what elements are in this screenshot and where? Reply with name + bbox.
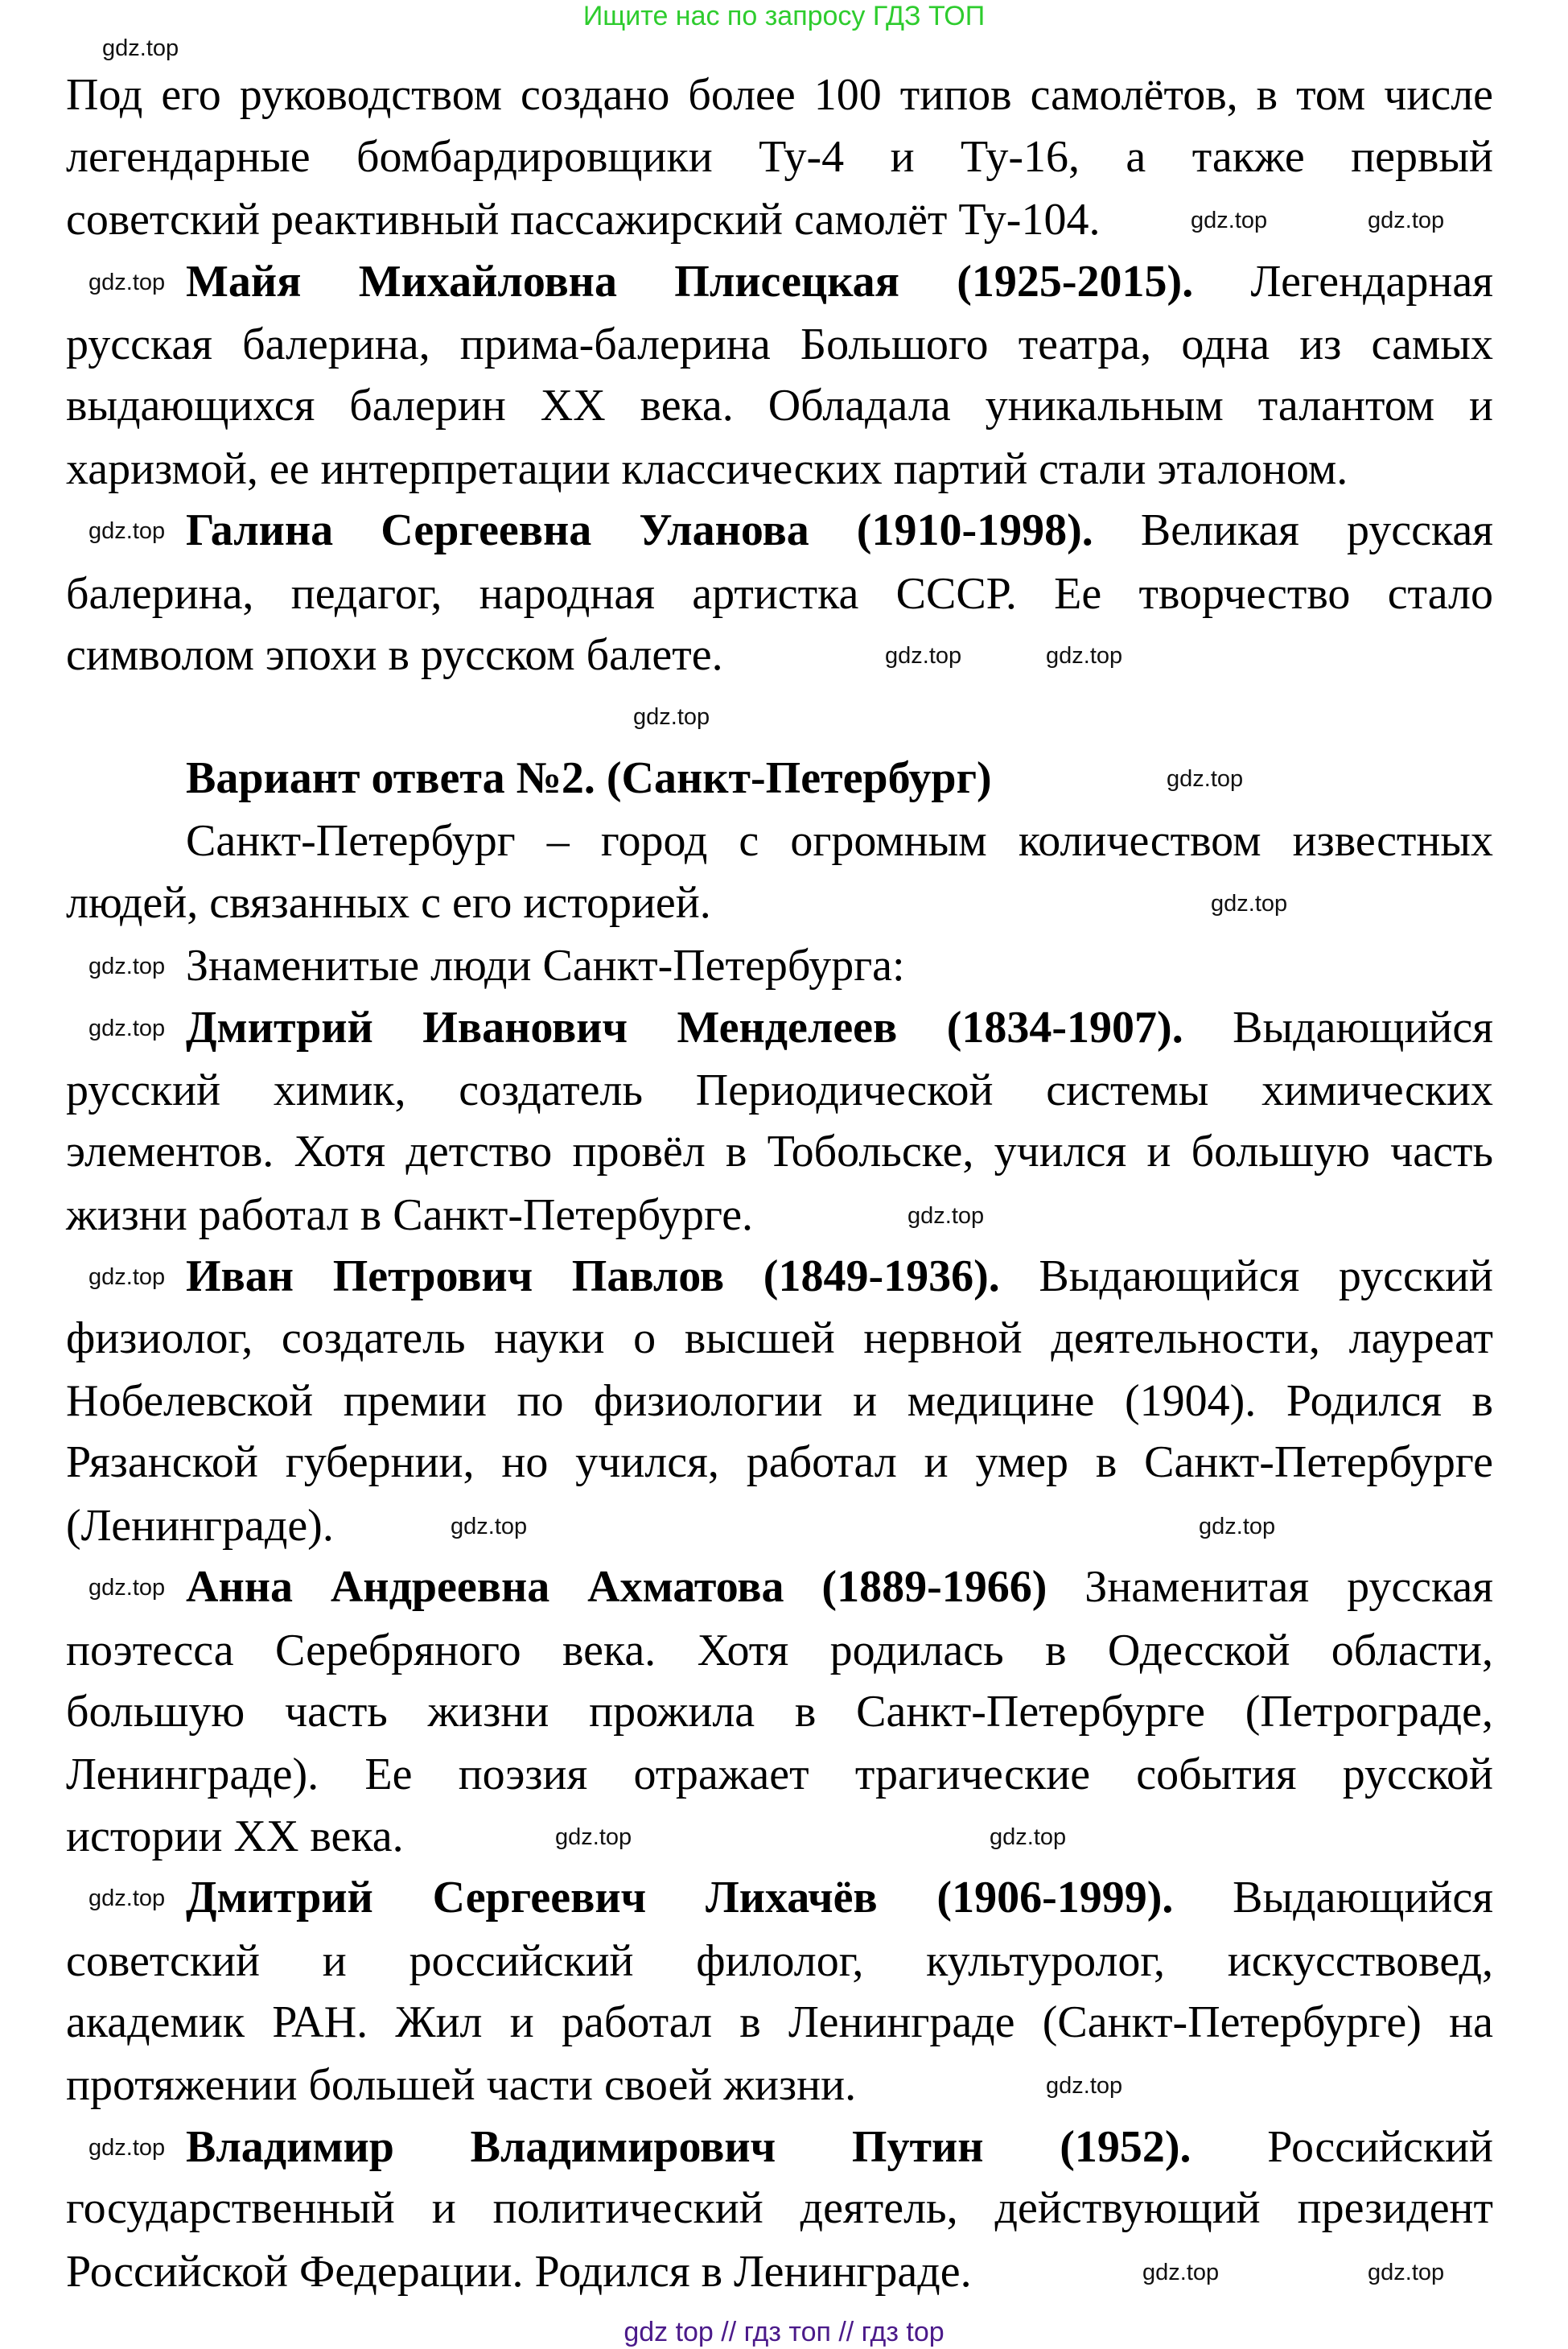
- paragraph-heading-line: [186, 1557, 1493, 1617]
- watermark: gdz.top: [990, 1824, 1067, 1850]
- text-line: [66, 1432, 1493, 1492]
- line-text: Под его руководством создано более 100 типов самолётов, в том числе: [66, 70, 1493, 120]
- watermark: gdz.top: [1167, 766, 1244, 792]
- watermark: gdz.top: [1142, 2260, 1220, 2285]
- text-line: [66, 376, 1493, 435]
- line-text: русский химик, создатель Периодической системы химических: [66, 1065, 1493, 1115]
- paragraph-heading-line: [186, 252, 1493, 311]
- line-text: академик РАН. Жил и работал в Ленинграде (Санкт-Петербурге) на: [66, 1997, 1493, 2047]
- line-text: Выдающийся русский: [999, 1251, 1493, 1301]
- text-line: [66, 1621, 1493, 1680]
- watermark: gdz.top: [1211, 891, 1288, 917]
- text-line: [66, 873, 711, 933]
- watermark: gdz.top: [555, 1824, 632, 1850]
- watermark: gdz.top: [88, 518, 166, 544]
- line-text: Рязанской губернии, но учился, работал и умер в Санкт-Петербурге: [66, 1437, 1493, 1487]
- line-text: балерина, педагог, народная артистка СССР. Ее творчество стало: [66, 569, 1493, 619]
- watermark: gdz.top: [1191, 208, 1268, 233]
- watermark: gdz.top: [907, 1203, 985, 1229]
- text-line: [66, 315, 1493, 374]
- line-text: физиолог, создатель науки о высшей нервной деятельности, лауреат: [66, 1313, 1493, 1363]
- line-text: государственный и политический деятель, действующий президент: [66, 2183, 1493, 2233]
- line-text: советский и российский филолог, культуролог, искусствовед,: [66, 1936, 1493, 1986]
- line-text: Российской Федерации. Родился в Ленинграде.: [66, 2247, 972, 2297]
- line-text: легендарные бомбардировщики Ту-4 и Ту-16, а также первый: [66, 132, 1493, 182]
- text-line: [66, 1745, 1493, 1804]
- text-line: [66, 1993, 1493, 2052]
- person-name: Дмитрий Иванович Менделеев (1834-1907).: [186, 1003, 1183, 1053]
- watermark: gdz.top: [885, 643, 962, 669]
- text-line: [66, 1308, 1493, 1368]
- paragraph-heading-line: [186, 1868, 1493, 1927]
- watermark: gdz.top: [88, 1264, 166, 1290]
- line-text: Выдающийся: [1173, 1873, 1493, 1922]
- line-text: Российский: [1191, 2122, 1493, 2172]
- line-text: большую часть жизни прожила в Санкт-Петербурге (Петрограде,: [66, 1687, 1493, 1737]
- line-text: Выдающийся: [1183, 1003, 1493, 1053]
- line-text: русская балерина, прима-балерина Большого театра, одна из самых: [66, 319, 1493, 369]
- line-text: Легендарная: [1193, 257, 1493, 307]
- line-text: истории XX века.: [66, 1811, 404, 1861]
- person-name: Вариант ответа №2. (Санкт-Петербург): [186, 753, 992, 803]
- search-hint-banner: Ищите нас по запросу ГДЗ ТОП: [582, 1, 986, 31]
- text-line: [66, 439, 1348, 499]
- text-line: [66, 2242, 972, 2302]
- watermark: gdz.top: [102, 35, 179, 61]
- text-line: [66, 1061, 1493, 1120]
- text-line: [66, 564, 1493, 624]
- line-text: харизмой, ее интерпретации классических партий стали эталоном.: [66, 444, 1348, 494]
- watermark: gdz.top: [1368, 2260, 1445, 2285]
- line-text: символом эпохи в русском балете.: [66, 630, 723, 680]
- watermark: gdz.top: [88, 1575, 166, 1601]
- paragraph-heading-line: [186, 2117, 1493, 2177]
- text-line: [66, 1931, 1493, 1991]
- line-text: Ленинграде). Ее поэзия отражает трагические события русской: [66, 1749, 1493, 1799]
- person-name: Владимир Владимирович Путин (1952).: [186, 2122, 1191, 2172]
- line-text: жизни работал в Санкт-Петербурге.: [66, 1190, 754, 1240]
- text-line: [66, 1185, 753, 1245]
- person-name: Анна Андреевна Ахматова (1889-1966): [186, 1562, 1047, 1612]
- watermark: gdz.top: [633, 704, 710, 730]
- person-name: Дмитрий Сергеевич Лихачёв (1906-1999).: [186, 1873, 1174, 1922]
- line-text: Нобелевской премии по физиологии и медицине (1904). Родился в: [66, 1376, 1493, 1426]
- watermark: gdz.top: [88, 954, 166, 979]
- watermark: gdz.top: [1368, 208, 1445, 233]
- text-line: [66, 1371, 1493, 1431]
- line-text: людей, связанных с его историей.: [66, 878, 711, 928]
- watermark: gdz.top: [88, 1016, 166, 1041]
- watermark: gdz.top: [88, 1885, 166, 1911]
- text-line: [66, 1496, 334, 1556]
- line-text: советский реактивный пассажирский самолёт Ту-104.: [66, 195, 1101, 245]
- text-line: [186, 811, 1493, 871]
- line-text: Санкт-Петербург – город с огромным количеством известных: [186, 816, 1493, 866]
- line-text: протяжении большей части своей жизни.: [66, 2060, 857, 2110]
- paragraph-heading-line: [186, 998, 1493, 1057]
- person-name: Майя Михайловна Плисецкая (1925-2015).: [186, 257, 1194, 307]
- text-line: [186, 936, 905, 995]
- watermark: gdz.top: [1046, 643, 1123, 669]
- line-text: (Ленинграде).: [66, 1501, 334, 1551]
- line-text: элементов. Хотя детство провёл в Тобольске, учился и большую часть: [66, 1127, 1493, 1177]
- text-line: [66, 2178, 1493, 2238]
- text-line: [66, 65, 1493, 125]
- footer-links: gdz top // гдз топ // гдз top: [623, 2317, 945, 2347]
- text-line: [66, 625, 723, 685]
- line-text: Знаменитые люди Санкт-Петербурга:: [186, 941, 905, 991]
- text-line: [66, 2055, 856, 2115]
- text-line: [66, 127, 1493, 187]
- text-line: [66, 1682, 1493, 1741]
- person-name: Галина Сергеевна Уланова (1910-1998).: [186, 505, 1093, 555]
- watermark: gdz.top: [1199, 1514, 1276, 1539]
- watermark: gdz.top: [88, 270, 166, 295]
- watermark: gdz.top: [451, 1514, 528, 1539]
- line-text: Великая русская: [1093, 505, 1493, 555]
- line-text: поэтесса Серебряного века. Хотя родилась в Одесской области,: [66, 1626, 1493, 1675]
- paragraph-heading-line: [186, 748, 992, 808]
- line-text: выдающихся балерин XX века. Обладала уникальным талантом и: [66, 381, 1493, 431]
- paragraph-heading-line: [186, 501, 1493, 560]
- paragraph-heading-line: [186, 1247, 1493, 1306]
- watermark: gdz.top: [88, 2135, 166, 2161]
- line-text: Знаменитая русская: [1047, 1562, 1494, 1612]
- text-line: [66, 1807, 404, 1866]
- person-name: Иван Петрович Павлов (1849-1936).: [186, 1251, 1000, 1301]
- watermark: gdz.top: [1046, 2073, 1123, 2099]
- text-line: [66, 190, 1100, 249]
- text-line: [66, 1122, 1493, 1181]
